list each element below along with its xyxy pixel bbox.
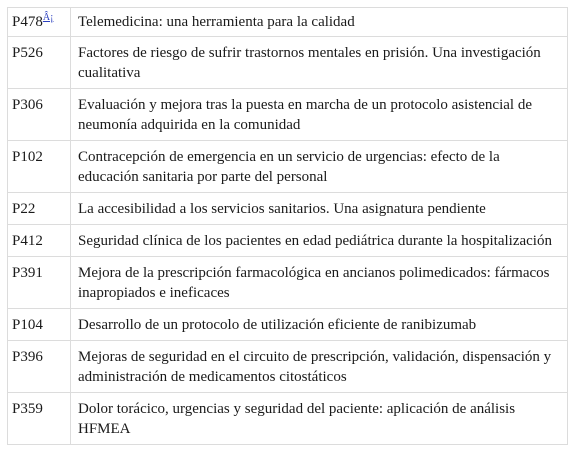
footnote-link[interactable]: Â¡ [42,12,54,23]
table-row [8,341,568,393]
table-row [8,225,568,257]
abstract-title: Factores de riesgo de sufrir trastornos mentales en prisión. Una investigación cualitativa [71,37,568,89]
table-row [8,257,568,309]
table-row [8,89,568,141]
abstract-code: P526 [8,37,71,89]
abstract-code: P412 [8,225,71,257]
abstract-code: P396 [8,341,71,393]
abstract-code: P359 [8,393,71,445]
abstract-title: Seguridad clínica de los pacientes en edad pediátrica durante la hospitalización [71,225,568,257]
abstract-title: Contracepción de emergencia en un servicio de urgencias: efecto de la educación sanitaria por parte del personal [71,141,568,193]
abstract-code: P478 [12,14,43,30]
table-row [8,141,568,193]
abstract-title: Mejoras de seguridad en el circuito de prescripción, validación, dispensación y administración de medicamentos citostáticos [71,341,568,393]
abstracts-table [7,7,568,445]
abstract-code: P102 [8,141,71,193]
abstract-title: Desarrollo de un protocolo de utilización eficiente de ranibizumab [71,309,568,341]
abstract-code-cell [8,8,71,37]
table-row [8,193,568,225]
abstract-code: P306 [8,89,71,141]
table-row [8,309,568,341]
abstract-title: Mejora de la prescripción farmacológica en ancianos polimedicados: fármacos inapropiados e ineficaces [71,257,568,309]
table-row [8,393,568,445]
table-row [8,8,568,37]
abstract-title: Evaluación y mejora tras la puesta en marcha de un protocolo asistencial de neumonía adquirida en la comunidad [71,89,568,141]
abstract-code: P22 [8,193,71,225]
abstract-code: P391 [8,257,71,309]
abstract-code: P104 [8,309,71,341]
table-row [8,37,568,89]
abstract-title: La accesibilidad a los servicios sanitarios. Una asignatura pendiente [71,193,568,225]
abstract-title: Telemedicina: una herramienta para la calidad [71,8,568,37]
abstract-title: Dolor torácico, urgencias y seguridad del paciente: aplicación de análisis HFMEA [71,393,568,445]
